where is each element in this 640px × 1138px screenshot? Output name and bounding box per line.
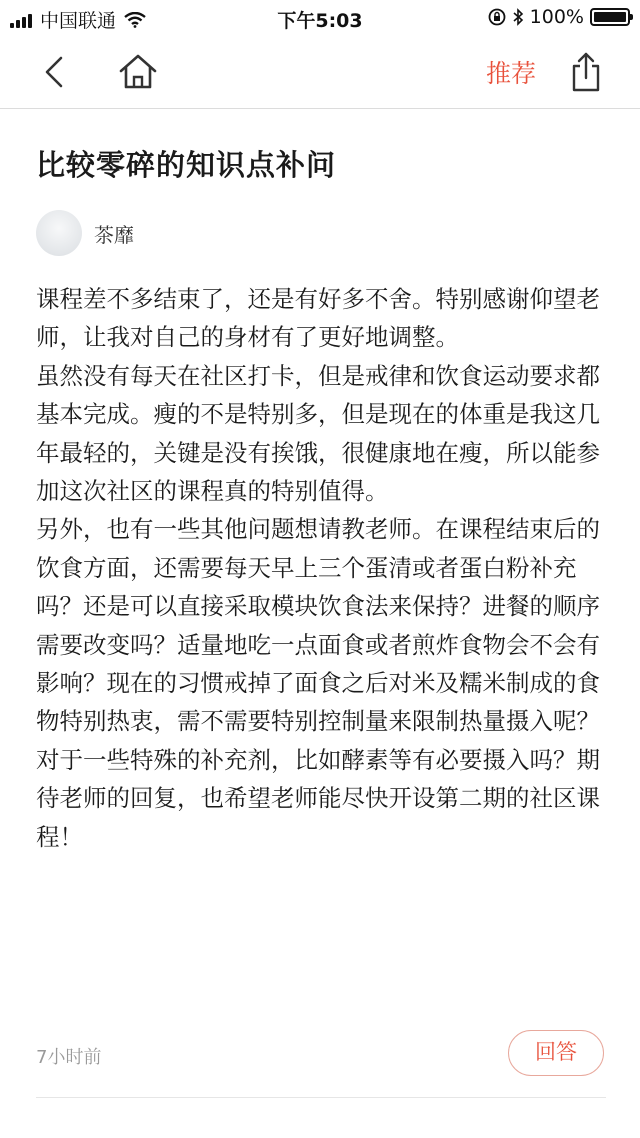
recommend-button[interactable]: 推荐	[486, 59, 537, 88]
home-icon[interactable]	[116, 52, 160, 92]
avatar[interactable]	[36, 210, 82, 256]
post-paragraph: 另外，也有一些其他问题想请教老师。在课程结束后的饮食方面，还需要每天早上三个蛋清或者蛋白粉补充吗？还是可以直接采取模块饮食法来保持？进餐的顺序需要改变吗？适量地吃一点面食或者煎炸食物会不会有影响？现在的习惯戒掉了面食之后对米及糯米制成的食物特别热衷，需不需要特别控制量来限制热量摄入呢？对于一些特殊的补充剂，比如酵素等有必要摄入吗？期待老师的回复，也希望老师能尽快开设第二期的社区课程！	[36, 515, 600, 851]
lock-rotation-icon	[488, 8, 506, 26]
carrier-label: 中国联通	[40, 10, 117, 32]
battery-percent: 100%	[529, 6, 584, 28]
back-icon[interactable]	[36, 52, 76, 92]
post-paragraph: 课程差不多结束了，还是有好多不舍。特别感谢仰望老师，让我对自己的身材有了更好地调整。	[36, 285, 600, 352]
author-name[interactable]: 茶靡	[94, 222, 134, 247]
status-right	[488, 6, 630, 28]
status-time: 下午5:03	[277, 10, 363, 32]
share-icon[interactable]	[566, 50, 606, 94]
divider	[36, 1097, 606, 1098]
post-time: 7小时前	[36, 1047, 102, 1068]
status-bar	[0, 0, 640, 36]
reply-button[interactable]: 回答	[508, 1030, 604, 1076]
post-content	[36, 280, 608, 856]
post-paragraph: 虽然没有每天在社区打卡，但是戒律和饮食运动要求都基本完成。瘦的不是特别多，但是现在的体重是我这几年最轻的，关键是没有挨饿，很健康地在瘦，所以能参加这次社区的课程真的特别值得。	[36, 361, 600, 506]
bluetooth-icon	[512, 8, 524, 26]
author-info[interactable]	[36, 210, 134, 256]
battery-icon	[590, 8, 630, 26]
nav-bar	[0, 36, 640, 109]
post-title: 比较零碎的知识点补问	[36, 148, 337, 182]
